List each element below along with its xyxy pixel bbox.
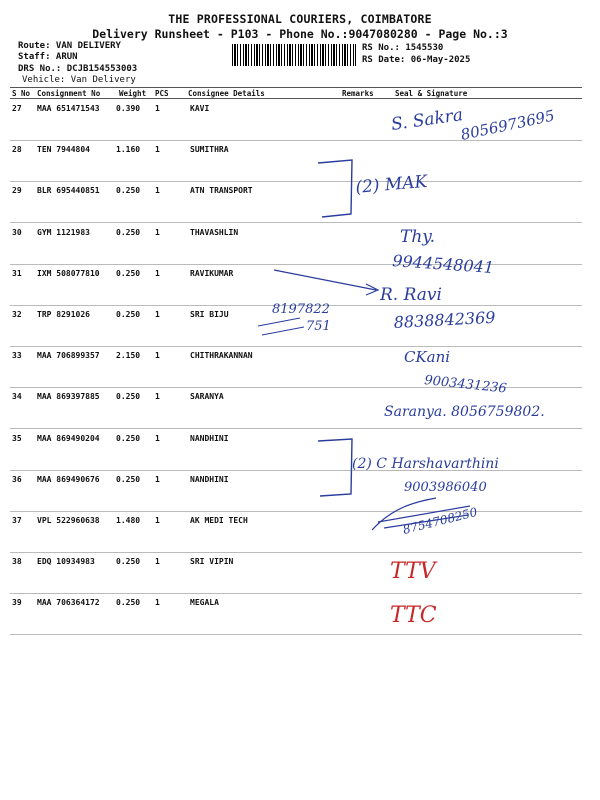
row-pcs: 1	[155, 516, 160, 525]
row-divider	[10, 470, 582, 471]
col-seal: Seal & Signature	[395, 89, 468, 98]
signature-31: R. Ravi	[380, 285, 442, 305]
row-consignee: SRI VIPIN	[190, 557, 234, 566]
col-consignment: Consignment No	[37, 89, 101, 98]
signature-27: S. Sakra	[389, 105, 465, 135]
row-sno: 27	[12, 104, 22, 113]
table-row	[0, 228, 600, 269]
row-sno: 30	[12, 228, 22, 237]
runsheet-title: Delivery Runsheet - P103 - Phone No.:9047080280 - Page No.:3	[92, 27, 508, 41]
row-consignment-no: TRP 8291026	[37, 310, 90, 319]
row-consignment-no: MAA 706899357	[37, 351, 100, 360]
row-consignee: CHITHRAKANNAN	[190, 351, 253, 360]
table-row	[0, 475, 600, 516]
row-consignment-no: IXM 508077810	[37, 269, 100, 278]
row-consignee: RAVIKUMAR	[190, 269, 234, 278]
row-consignment-no: VPL 522960638	[37, 516, 100, 525]
row-divider	[10, 346, 582, 347]
row-sno: 39	[12, 598, 22, 607]
company-title: THE PROFESSIONAL COURIERS, COIMBATORE	[168, 12, 432, 26]
phone-32: 8838842369	[393, 307, 496, 332]
row-pcs: 1	[155, 392, 160, 401]
row-pcs: 1	[155, 269, 160, 278]
row-sno: 36	[12, 475, 22, 484]
phone-35: 9003986040	[404, 480, 487, 495]
row-consignment-no: MAA 869397885	[37, 392, 100, 401]
table-row	[0, 104, 600, 145]
rs-number: RS No.: 1545530	[362, 43, 444, 53]
row-divider	[10, 181, 582, 182]
row-pcs: 1	[155, 145, 160, 154]
col-sno: S No	[12, 89, 31, 98]
table-row	[0, 269, 600, 310]
row-pcs: 1	[155, 186, 160, 195]
row-divider	[10, 428, 582, 429]
signature-38: TTV	[390, 559, 436, 584]
header-bottom-rule	[10, 98, 582, 99]
row-weight: 0.250	[116, 392, 141, 401]
table-row	[0, 557, 600, 598]
signature-35: (2) C Harshavarthini	[352, 456, 499, 472]
row-sno: 38	[12, 557, 22, 566]
drs-label: DRS No.: DCJB154553003	[18, 64, 138, 74]
row-sno: 32	[12, 310, 22, 319]
row-consignment-no: EDQ 10934983	[37, 557, 95, 566]
row-consignee: ATN TRANSPORT	[190, 186, 253, 195]
row-weight: 0.250	[116, 598, 141, 607]
row-consignee: AK MEDI TECH	[190, 516, 248, 525]
row-divider	[10, 305, 582, 306]
row-consignee: NANDHINI	[190, 475, 229, 484]
row-divider	[10, 264, 582, 265]
row-weight: 2.150	[116, 351, 141, 360]
row-pcs: 1	[155, 310, 160, 319]
table-row	[0, 145, 600, 186]
row-weight: 0.250	[116, 269, 141, 278]
phone-37: 8754708250	[401, 504, 479, 537]
row-divider	[10, 634, 582, 635]
row-pcs: 1	[155, 228, 160, 237]
row-pcs: 1	[155, 351, 160, 360]
col-consignee: Consignee Details	[188, 89, 265, 98]
header-top-rule	[10, 87, 582, 88]
table-row	[0, 392, 600, 433]
row-weight: 0.250	[116, 434, 141, 443]
table-row	[0, 516, 600, 557]
signature-33: CKani	[404, 348, 451, 366]
row-consignee: MEGALA	[190, 598, 219, 607]
row-consignment-no: MAA 706364172	[37, 598, 100, 607]
rs-date: RS Date: 06-May-2025	[362, 55, 471, 65]
row-sno: 34	[12, 392, 22, 401]
vehicle-label: Vehicle: Van Delivery	[22, 75, 136, 85]
row-pcs: 1	[155, 598, 160, 607]
row-divider	[10, 222, 582, 223]
scrawl-32b: 751	[306, 319, 331, 334]
route-label: Route: VAN DELIVERY	[18, 41, 121, 51]
table-row	[0, 434, 600, 475]
row-divider	[10, 552, 582, 553]
row-weight: 0.250	[116, 186, 141, 195]
col-weight: Weight	[119, 89, 147, 98]
row-divider	[10, 387, 582, 388]
staff-label: Staff: ARUN	[18, 52, 78, 62]
table-row	[0, 351, 600, 392]
row-consignment-no: GYM 1121983	[37, 228, 90, 237]
scrawl-32a: 8197822	[272, 302, 330, 317]
signature-29: (2) MAK	[354, 171, 429, 198]
row-pcs: 1	[155, 434, 160, 443]
signature-30: Thy.	[400, 227, 436, 247]
row-weight: 0.390	[116, 104, 141, 113]
row-consignee: SUMITHRA	[190, 145, 229, 154]
row-sno: 35	[12, 434, 22, 443]
barcode	[232, 44, 356, 66]
row-pcs: 1	[155, 557, 160, 566]
col-remarks: Remarks	[342, 89, 374, 98]
row-divider	[10, 511, 582, 512]
row-divider	[10, 140, 582, 141]
row-weight: 1.160	[116, 145, 141, 154]
row-sno: 29	[12, 186, 22, 195]
row-consignee: SARANYA	[190, 392, 224, 401]
row-sno: 31	[12, 269, 22, 278]
row-consignment-no: MAA 869490204	[37, 434, 100, 443]
table-row	[0, 186, 600, 227]
row-weight: 0.250	[116, 557, 141, 566]
row-pcs: 1	[155, 104, 160, 113]
row-weight: 0.250	[116, 475, 141, 484]
table-row	[0, 598, 600, 639]
signature-39: TTC	[390, 603, 437, 628]
row-sno: 37	[12, 516, 22, 525]
row-weight: 0.250	[116, 310, 141, 319]
phone-33: 9003431236	[423, 373, 508, 397]
row-consignment-no: TEN 7944804	[37, 145, 90, 154]
row-consignment-no: BLR 695440851	[37, 186, 100, 195]
row-weight: 0.250	[116, 228, 141, 237]
row-weight: 1.480	[116, 516, 141, 525]
row-pcs: 1	[155, 475, 160, 484]
signature-34: Saranya. 8056759802.	[384, 404, 545, 420]
row-consignee: KAVI	[190, 104, 210, 113]
row-consignee: THAVASHLIN	[190, 228, 239, 237]
phone-30: 9944548041	[391, 251, 495, 278]
row-consignee: NANDHINI	[190, 434, 229, 443]
row-consignment-no: MAA 869490676	[37, 475, 100, 484]
col-pcs: PCS	[155, 89, 169, 98]
row-consignee: SRI BIJU	[190, 310, 229, 319]
row-sno: 33	[12, 351, 22, 360]
row-sno: 28	[12, 145, 22, 154]
row-divider	[10, 593, 582, 594]
phone-27: 8056973695	[459, 106, 557, 144]
row-consignment-no: MAA 651471543	[37, 104, 100, 113]
